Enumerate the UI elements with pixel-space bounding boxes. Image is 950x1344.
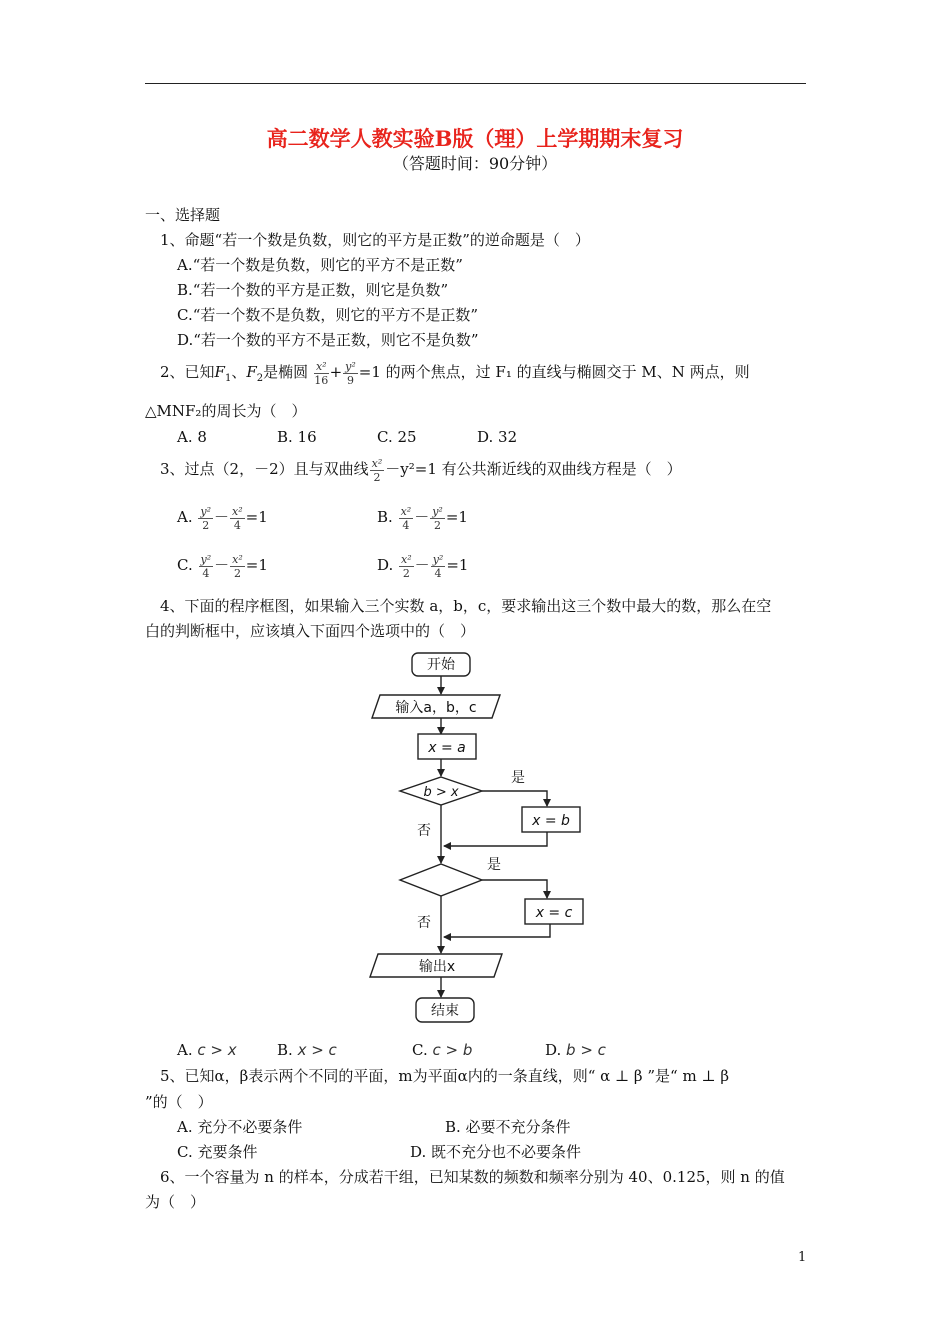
q2-option-b: B. 16: [277, 428, 317, 446]
q3-a-frac2: [230, 505, 245, 532]
flow-edge: [444, 924, 550, 937]
q3-option-c: [177, 548, 268, 582]
q1-option-b: B.“若一个数的平方是正数，则它是负数”: [177, 281, 449, 299]
q2-frac1: [314, 360, 329, 387]
q3-b-n2: y²: [432, 504, 443, 518]
q3-a-frac1: [198, 505, 213, 532]
q3-c-n1: y²: [200, 552, 212, 566]
q5-option-b: B. 必要不充分条件: [445, 1118, 571, 1136]
q3-suffix: －y²=1 有公共渐近线的双曲线方程是（ ）: [385, 460, 682, 478]
q4-c-label: C.: [412, 1041, 428, 1059]
q4-b-label: B.: [277, 1041, 293, 1059]
q3-option-a: [177, 500, 268, 534]
q3-b-label: B.: [377, 508, 393, 526]
q5-line2: ”的（ ）: [145, 1093, 213, 1111]
q4-a-label: A.: [177, 1041, 193, 1059]
q3-d-minus: －: [414, 556, 430, 574]
q3-frac: [370, 457, 385, 484]
flow-cond1-label: b > x: [423, 785, 459, 800]
q3-c-label: C.: [177, 556, 193, 574]
q2-option-c: C. 25: [377, 428, 417, 446]
q2-prefix: 2、已知: [160, 363, 215, 381]
q1-option-a: A.“若一个数是负数，则它的平方不是正数”: [177, 256, 463, 274]
flow-no1-label: 否: [417, 823, 431, 839]
q2-frac2-num: y²: [345, 359, 356, 373]
flow-end-label: 结束: [431, 1003, 459, 1019]
q2-sep: 、: [231, 363, 247, 381]
q3-b-frac2: [430, 505, 445, 532]
q2-line2: △MNF₂的周长为（ ）: [145, 402, 307, 420]
q4-line2: 白的判断框中，应该填入下面四个选项中的（ ）: [145, 622, 476, 640]
flow-edge: [444, 832, 547, 846]
flow-no2-label: 否: [417, 915, 431, 931]
q5-option-c: C. 充要条件: [177, 1143, 258, 1161]
q3-a-eq: =1: [245, 508, 268, 526]
q5-line1: 5、已知α，β表示两个不同的平面，m为平面α内的一条直线，则“ α ⊥ β ”是“ m ⊥ β: [160, 1067, 729, 1085]
flow-cond2-diamond: [400, 864, 482, 896]
q3-b-n1: x²: [400, 504, 412, 518]
q2-frac1-num: x²: [315, 359, 327, 373]
q3-d-frac2: [431, 553, 446, 580]
q4-option-b: [277, 1040, 337, 1060]
flow-assign1-label: x = a: [428, 740, 466, 756]
q4-option-c: [412, 1040, 472, 1060]
q6-line1: 6、一个容量为 n 的样本，分成若干组，已知某数的频数和频率分别为 40、0.125，则 n 的值: [160, 1168, 785, 1186]
q3-c-frac2: [230, 553, 245, 580]
q3-c-d2: 2: [233, 566, 241, 580]
q3-b-d1: 4: [402, 518, 410, 532]
flow-edge-yes2: [482, 880, 547, 898]
q3-a-label: A.: [177, 508, 193, 526]
q2-after: =1 的两个焦点，过 F₁ 的直线与椭圆交于 M、N 两点，则: [358, 363, 750, 381]
q4-d-expr: b > c: [566, 1041, 606, 1059]
q2-frac2: [343, 360, 358, 387]
q4-b-expr: x > c: [297, 1041, 337, 1059]
q2-stem: [160, 355, 750, 391]
q3-a-minus: －: [214, 508, 230, 526]
q3-d-n1: x²: [401, 552, 412, 566]
q3-c-eq: =1: [245, 556, 268, 574]
q4-c-expr: c > b: [432, 1041, 473, 1059]
q4-line1: 4、下面的程序框图，如果输入三个实数 a，b，c，要求输出这三个数中最大的数，那么在空: [160, 597, 772, 615]
q4-d-label: D.: [545, 1041, 562, 1059]
q3-b-minus: －: [414, 508, 430, 526]
q5-option-a: A. 充分不必要条件: [177, 1118, 303, 1136]
q3-a-n2: x²: [232, 504, 243, 518]
flow-yes2-label: 是: [487, 857, 501, 873]
q1-option-d: D.“若一个数的平方不是正数，则它不是负数”: [177, 331, 479, 349]
flow-yes1-label: 是: [511, 770, 525, 786]
q2-frac1-den: 16: [314, 373, 329, 387]
q4-a-expr: c > x: [197, 1041, 237, 1059]
section-heading: 一、选择题: [145, 206, 221, 224]
q4-option-a: [177, 1040, 237, 1060]
q2-f1: F: [214, 363, 225, 381]
q2-mid: 是椭圆: [263, 363, 309, 381]
q6-line2: 为（ ）: [145, 1193, 206, 1211]
flow-input-label: 输入a，b，c: [395, 700, 477, 716]
q2-plus: +: [329, 363, 343, 381]
flow-edge-yes1: [482, 791, 547, 806]
q3-a-n1: y²: [200, 504, 212, 518]
q3-b-eq: =1: [445, 508, 468, 526]
q3-d-d2: 4: [434, 566, 442, 580]
flowchart: [360, 648, 590, 1030]
q3-c-frac1: [199, 553, 214, 580]
q3-d-frac1: [399, 553, 414, 580]
page-number: 1: [798, 1250, 807, 1265]
q2-frac2-den: 9: [346, 373, 354, 387]
document-title: 高二数学人教实验B版（理）上学期期末复习: [266, 126, 684, 151]
q3-c-n2: x²: [232, 552, 243, 566]
q2-f2: F: [246, 363, 257, 381]
q3-d-eq: =1: [446, 556, 469, 574]
q3-d-label: D.: [377, 556, 394, 574]
flow-start-label: 开始: [427, 657, 455, 673]
q3-d-d1: 2: [402, 566, 410, 580]
q3-a-d1: 2: [202, 518, 210, 532]
flow-assign2-label: x = b: [532, 813, 570, 829]
q1-option-c: C.“若一个数不是负数，则它的平方不是正数”: [177, 306, 479, 324]
header-rule: [145, 83, 806, 84]
q3-a-d2: 4: [233, 518, 241, 532]
q4-option-d: [545, 1040, 606, 1060]
q3-b-d2: 2: [434, 518, 442, 532]
q3-stem: [160, 452, 682, 488]
flow-output-label: 输出x: [418, 959, 456, 975]
q3-prefix: 3、过点（2，－2）且与双曲线: [160, 460, 369, 478]
q3-c-minus: －: [214, 556, 230, 574]
flow-assign3-label: x = c: [535, 905, 573, 921]
q5-option-d: D. 既不充分也不必要条件: [410, 1143, 582, 1161]
q3-c-d1: 4: [202, 566, 210, 580]
q3-option-d: [377, 548, 468, 582]
q3-frac-num: x²: [371, 456, 383, 470]
q1-stem: 1、命题“若一个数是负数，则它的平方是正数”的逆命题是（ ）: [160, 231, 590, 249]
q2-sub2: 2: [256, 373, 264, 384]
q2-option-a: A. 8: [177, 428, 207, 446]
q3-option-b: [377, 500, 468, 534]
document-subtitle: （答题时间：90分钟）: [392, 154, 558, 173]
q3-frac-den: 2: [373, 470, 381, 484]
q3-b-frac1: [399, 505, 414, 532]
q2-sub1: 1: [224, 373, 232, 384]
q2-option-d: D. 32: [477, 428, 518, 446]
q3-d-n2: y²: [432, 552, 444, 566]
